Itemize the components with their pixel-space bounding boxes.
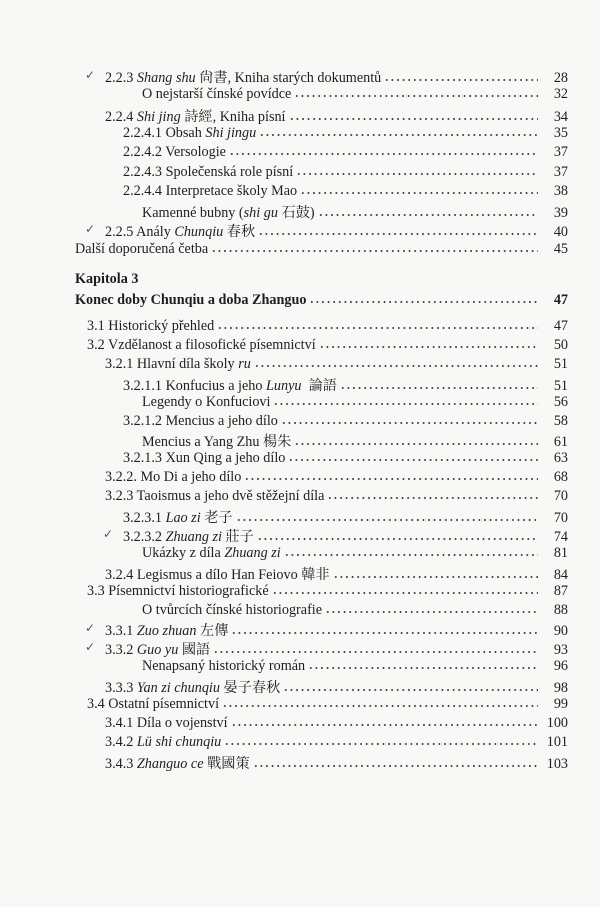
entry-title (123, 375, 337, 395)
title-part: 2.2.5 Anály (105, 224, 175, 241)
title-part: 2.2.4 (105, 108, 137, 125)
entry-title (105, 715, 228, 732)
dot-leader (272, 585, 538, 595)
title-part: 3.2.3 Taoismus a jeho dvě stěžejní díla (105, 488, 325, 505)
title-part: 3.2.1.3 Xun Qing a jeho dílo (123, 450, 286, 467)
page-number: 38 (553, 182, 568, 199)
title-part: 3.2.4 Legismus a dílo Han Feiovo 韓非 (105, 566, 330, 583)
entry-title (105, 734, 221, 751)
title-part: 3.2.1.2 Mencius a jeho dílo (123, 412, 278, 429)
italic-title-part: Lunyu (266, 377, 302, 394)
dot-leader (325, 604, 538, 614)
toc-entry[interactable] (0, 696, 600, 715)
toc-entry[interactable] (0, 583, 600, 602)
title-part: 晏子春秋 (219, 680, 281, 697)
chapter-title: Konec doby Chunqiu a doba Zhanguo (75, 292, 307, 308)
page-number: 47 (553, 292, 568, 308)
chapter-label: Kapitola 3 (75, 271, 139, 287)
page-number: 101 (546, 733, 568, 750)
toc-entry[interactable] (0, 639, 600, 658)
italic-title-part: Shi jing (136, 108, 181, 125)
check-mark-icon: ✓ (85, 68, 96, 82)
title-part: 3.2.1 Hlavní díla školy (105, 355, 239, 372)
italic-title-part: Guo yu (136, 642, 179, 659)
entry-title (105, 753, 250, 773)
dot-leader (300, 185, 538, 195)
dot-leader (254, 358, 538, 368)
title-part: 石鼓) (277, 205, 315, 222)
dot-leader (253, 758, 538, 768)
dot-leader (284, 547, 538, 557)
dot-leader (296, 166, 538, 176)
check-mark-icon: ✓ (85, 640, 96, 655)
title-part: 3.2.1.1 Konfucius a jeho (123, 377, 267, 394)
italic-title-part: Zuo zhuan (136, 623, 197, 640)
title-part: Ukázky z díla (142, 544, 225, 561)
entry-title (123, 144, 226, 161)
page-number: 70 (553, 488, 568, 505)
entry-title (142, 602, 322, 619)
title-part: O nejstarší čínské povídce (142, 86, 292, 103)
dot-leader (244, 471, 538, 481)
title-part: 春秋 (223, 224, 256, 241)
toc-entry[interactable] (0, 620, 600, 639)
toc-entry[interactable] (0, 375, 600, 394)
page-number: 103 (546, 755, 568, 772)
italic-title-part: Shang shu (136, 70, 196, 86)
dot-leader (211, 243, 538, 253)
dot-leader (231, 625, 538, 635)
dot-leader (259, 127, 538, 137)
toc-entry[interactable] (0, 450, 600, 469)
title-part: 3.3.1 (105, 623, 137, 640)
dot-leader (288, 452, 538, 462)
dot-leader (224, 736, 538, 746)
entry-title (105, 67, 381, 87)
dot-leader (333, 569, 538, 579)
title-part: 尙書, Kniha starých dokumentů (195, 70, 382, 86)
entry-title (142, 394, 270, 411)
entry-title (123, 413, 278, 430)
page-number: 58 (553, 412, 568, 429)
italic-title-part: Zhuang zi (165, 528, 222, 545)
title-part: 2.2.4.4 Interpretace školy Mao (123, 182, 298, 199)
toc-entry[interactable] (0, 318, 600, 337)
entry-title (123, 183, 297, 200)
toc-entry[interactable] (0, 183, 600, 202)
dot-leader (294, 436, 538, 446)
toc-entry[interactable] (0, 545, 600, 564)
entry-title (123, 125, 256, 142)
title-part: 老子 (200, 510, 233, 526)
title-part: Legendy o Konfuciovi (142, 393, 271, 410)
entry-title (123, 526, 254, 546)
toc-entry[interactable] (0, 469, 600, 488)
title-part: 2.2.4.2 Versologie (123, 144, 226, 161)
title-part: 3.2.2. Mo Di a jeho dílo (105, 469, 242, 486)
dot-leader (294, 88, 538, 98)
page-number: 74 (553, 528, 568, 545)
title-part: 3.3.2 (105, 642, 137, 659)
check-mark-icon: ✓ (103, 526, 114, 541)
title-part: 莊子 (221, 528, 254, 545)
title-part: 詩經, Kniha písní (180, 108, 286, 125)
toc-entry[interactable] (0, 202, 600, 221)
page-number: 28 (553, 70, 568, 86)
dot-leader (231, 717, 538, 727)
italic-title-part: shi gu (243, 205, 278, 222)
dot-leader (308, 660, 538, 670)
italic-title-part: Lü shi chunqiu (136, 733, 222, 750)
entry-title (87, 696, 219, 713)
italic-title-part: Lao zi (165, 510, 201, 526)
check-mark-icon: ✓ (85, 621, 96, 636)
title-part: 3.3 Písemnictví historiografické (87, 582, 269, 599)
entry-title (123, 450, 285, 467)
title-part: 3.2.3.2 (123, 528, 166, 545)
toc-entry[interactable] (0, 753, 600, 772)
page-number: 37 (553, 163, 568, 180)
entry-title (87, 318, 214, 335)
title-part: 3.4 Ostatní písemnictví (87, 696, 220, 712)
page-number: 100 (546, 714, 568, 731)
dot-leader (281, 415, 538, 425)
title-part: 國語 (178, 642, 211, 659)
dot-leader (229, 146, 538, 156)
toc-entry[interactable] (0, 658, 600, 677)
page-number: 37 (553, 144, 568, 161)
toc-entry[interactable] (0, 431, 600, 450)
toc-entry[interactable] (0, 144, 600, 163)
entry-title (87, 337, 316, 354)
italic-title-part: ru (238, 355, 251, 372)
page-number: 47 (553, 318, 568, 334)
entry-title (105, 564, 330, 584)
title-part: 2.2.4.1 Obsah (123, 124, 206, 141)
toc-entry[interactable] (0, 106, 600, 125)
page-number: 56 (553, 393, 568, 410)
dot-leader (213, 644, 538, 654)
page-number: 84 (553, 566, 568, 583)
toc-entry[interactable] (0, 241, 600, 260)
entry-title (123, 164, 293, 181)
dot-leader (222, 698, 538, 708)
page-number: 34 (553, 108, 568, 125)
page-number: 51 (553, 355, 568, 372)
toc-entry[interactable] (0, 488, 600, 507)
page-number: 39 (553, 205, 568, 222)
toc-entry-chapter[interactable] (0, 292, 600, 311)
page-number: 96 (553, 658, 568, 675)
entry-title (142, 431, 291, 451)
title-part: 3.4.3 (105, 755, 137, 772)
toc-entry[interactable] (0, 734, 600, 753)
title-part: O tvůrcích čínské historiografie (142, 601, 323, 618)
page-number: 70 (553, 510, 568, 526)
title-part: 3.2 Vzdělanost a filosofické písemnictví (87, 336, 316, 353)
page-number: 99 (553, 696, 568, 712)
dot-leader (318, 207, 538, 217)
dot-leader (384, 72, 538, 82)
dot-leader (327, 490, 538, 500)
entry-title (142, 86, 291, 103)
toc-entry[interactable] (0, 602, 600, 621)
page-number: 90 (553, 623, 568, 640)
entry-title (105, 488, 324, 505)
page-number: 88 (553, 601, 568, 618)
check-mark-icon: ✓ (85, 222, 96, 237)
entry-title (87, 583, 269, 600)
toc-entry[interactable] (0, 413, 600, 432)
toc-entry[interactable] (0, 164, 600, 183)
page-number: 51 (553, 377, 568, 394)
italic-title-part: Chunqiu (174, 224, 224, 241)
entry-title (123, 507, 233, 527)
toc-entry[interactable] (0, 507, 600, 526)
entry-title (105, 356, 251, 373)
toc-entry[interactable] (0, 356, 600, 375)
title-part: 3.4.2 (105, 733, 137, 750)
page-number: 35 (553, 124, 568, 141)
entry-title (142, 545, 281, 562)
dot-leader (273, 396, 538, 406)
toc-entry[interactable] (0, 67, 600, 86)
toc-entry[interactable] (0, 86, 600, 105)
entry-title (142, 202, 315, 222)
page-number: 61 (553, 434, 568, 451)
dot-leader (257, 531, 538, 541)
italic-title-part: Shi jingu (205, 124, 257, 141)
entry-title (142, 658, 305, 675)
page-number: 50 (553, 336, 568, 353)
page-number: 81 (553, 544, 568, 561)
page-number: 87 (553, 582, 568, 599)
toc-entry[interactable] (0, 221, 600, 240)
entry-title (105, 639, 210, 659)
toc-entry[interactable] (0, 564, 600, 583)
toc-entry[interactable] (0, 337, 600, 356)
title-part: 論語 (301, 377, 337, 394)
entry-title (105, 106, 286, 126)
dot-leader (236, 512, 538, 522)
title-part: 2.2.4.3 Společenská role písní (123, 163, 294, 180)
italic-title-part: Zhuang zi (224, 544, 281, 561)
page-number: 45 (553, 240, 568, 257)
page-number: 63 (553, 450, 568, 467)
title-part: 左傳 (196, 623, 229, 640)
title-part: Další doporučená četba (75, 240, 209, 257)
toc-entry[interactable] (0, 394, 600, 413)
title-part: 3.3.3 (105, 680, 137, 697)
title-part: 3.2.3.1 (123, 510, 166, 526)
title-part: 2.2.3 (105, 70, 137, 86)
dot-leader (319, 339, 538, 349)
dot-leader (217, 320, 538, 330)
dot-leader (258, 226, 538, 236)
entry-title (105, 221, 255, 241)
page-number: 40 (553, 224, 568, 241)
entry-title (105, 469, 241, 486)
title-part: Kamenné bubny ( (142, 205, 244, 222)
toc-entry[interactable] (0, 677, 600, 696)
entry-title (75, 241, 208, 258)
italic-title-part: Yan zi chunqiu (136, 680, 220, 697)
title-part: Mencius a Yang Zhu 楊朱 (142, 434, 292, 451)
title-part: 3.1 Historický přehled (87, 318, 215, 334)
page-number: 98 (553, 680, 568, 697)
toc-entry[interactable] (0, 125, 600, 144)
toc-entry[interactable] (0, 526, 600, 545)
title-part: 戰國策 (203, 755, 250, 772)
entry-title (105, 620, 228, 640)
title-part: 3.4.1 Díla o vojenství (105, 714, 228, 731)
dot-leader (309, 294, 538, 304)
toc-entry[interactable] (0, 715, 600, 734)
italic-title-part: Zhanguo ce (136, 755, 204, 772)
dot-leader (289, 111, 539, 121)
page-number: 32 (553, 86, 568, 103)
title-part: Nenapsaný historický román (142, 658, 306, 675)
page-number: 93 (553, 642, 568, 659)
page-number: 68 (553, 469, 568, 486)
dot-leader (283, 682, 538, 692)
dot-leader (340, 380, 538, 390)
entry-title (105, 677, 280, 697)
